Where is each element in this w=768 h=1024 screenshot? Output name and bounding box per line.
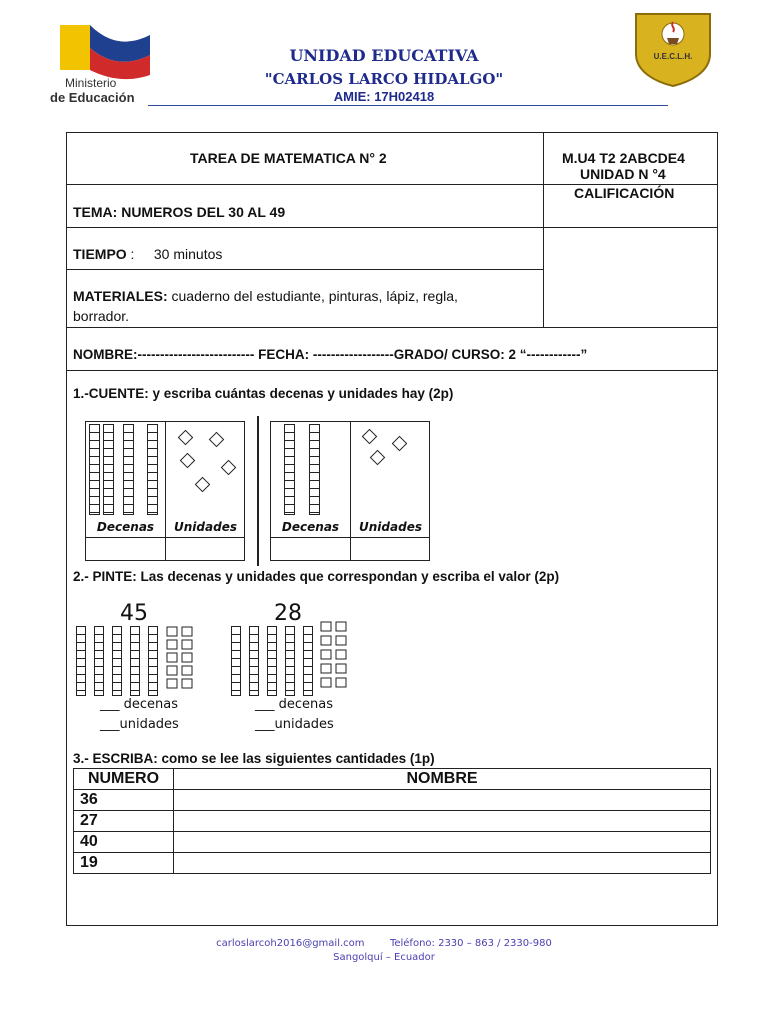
number-45: 45 [120,601,148,626]
ten-rod [148,626,158,696]
footer-contact: carloslarcoh2016@gmail.com Teléfono: 2330 – 863 / 2330-980 [216,938,552,949]
name-cell[interactable] [174,811,711,832]
unidades-blank-a: ___unidades [100,717,179,732]
unit-diamond [180,453,196,469]
unit-number: UNIDAD N °4 [580,166,666,182]
cube-grid-icon [320,620,352,692]
ministry-name-1: Ministerio [65,76,117,90]
table-row [74,832,711,853]
time-value: : 30 minutos [126,246,223,262]
school-title: UNIDAD EDUCATIVA [289,46,479,65]
name-cell[interactable] [174,853,711,874]
exercise3-title: 3.- ESCRIBA: como se lee las siguientes cantidades (1p) [73,751,435,766]
number-names-table [73,768,711,874]
materials-value-cont: borrador. [73,308,130,324]
school-crest [630,10,716,88]
ten-rod [123,424,134,515]
ten-rod [309,424,320,515]
table-row [74,790,711,811]
name-date-line: NOMBRE:-------------------------- FECHA: ------------------GRADO/ CURSO: 2 “------------” [73,347,588,362]
ten-rod [284,424,295,515]
ten-rod [130,626,140,696]
unit-cubes-b [320,620,352,692]
counting-box-left [85,421,245,561]
row-divider [67,327,717,328]
name-cell[interactable] [174,832,711,853]
task-code: M.U4 T2 2ABCDE4 [562,150,685,166]
unidades-blank-b: ___unidades [255,717,334,732]
col-numero: NUMERO [74,769,174,790]
time-label: TIEMPO [73,246,127,262]
ten-rod [112,626,122,696]
ministry-name-2: de Educación [50,90,135,105]
unit-diamond [195,477,211,493]
table-row [74,811,711,832]
exercise-separator [257,416,259,566]
decenas-blank-b: ___ decenas [255,697,334,712]
materials-row [73,288,458,304]
number-cell: 19 [74,853,174,874]
unit-diamond [362,429,378,445]
crest-icon [630,10,716,88]
grade-label: CALIFICACIÓN [574,185,675,201]
unit-diamond [221,460,237,476]
materials-label: MATERIALES: [73,288,168,304]
ten-rod [303,626,313,696]
time-row [73,246,222,262]
counting-box-right [270,421,430,561]
unit-diamond [209,432,225,448]
unidades-label: Unidades [174,520,237,534]
decenas-label: Decenas [96,520,155,534]
topic: TEMA: NUMEROS DEL 30 AL 49 [73,204,286,220]
number-cell: 36 [74,790,174,811]
name-cell[interactable] [174,790,711,811]
col-nombre: NOMBRE [174,769,711,790]
cube-grid-icon [166,626,196,690]
ten-rod [94,626,104,696]
crest-text: U.E.C.L.H. [653,52,693,61]
number-cell: 27 [74,811,174,832]
decenas-label: Decenas [281,520,340,534]
ten-rod [249,626,259,696]
ten-rod [231,626,241,696]
school-name: "CARLOS LARCO HIDALGO" [264,70,504,88]
footer-city: Sangolquí – Ecuador [333,952,435,963]
ten-rod [285,626,295,696]
exercise2-title: 2.- PINTE: Las decenas y unidades que correspondan y escriba el valor (2p) [73,569,560,584]
ten-rod [76,626,86,696]
materials-value: cuaderno del estudiante, pinturas, lápiz, regla, [167,288,458,304]
number-cell: 40 [74,832,174,853]
task-title: TAREA DE MATEMATICA N° 2 [190,150,387,166]
col-divider [543,133,544,327]
unit-cubes-a [166,626,196,690]
ten-rod [89,424,100,515]
unidades-label: Unidades [359,520,422,534]
row-divider [543,227,717,228]
ten-rod [103,424,114,515]
unit-diamond [178,430,194,446]
unit-diamond [370,450,386,466]
header-divider [148,105,668,106]
row-divider [67,227,543,228]
number-28: 28 [274,601,302,626]
decenas-blank-a: ___ decenas [100,697,179,712]
amie-code: AMIE: 17H02418 [333,89,435,104]
unit-diamond [392,436,408,452]
ten-rod [267,626,277,696]
table-header-row [74,769,711,790]
exercise1-title: 1.-CUENTE: y escriba cuántas decenas y unidades hay (2p) [73,386,454,401]
row-divider [67,370,717,371]
ten-rod [147,424,158,515]
table-row [74,853,711,874]
row-divider [67,269,543,270]
